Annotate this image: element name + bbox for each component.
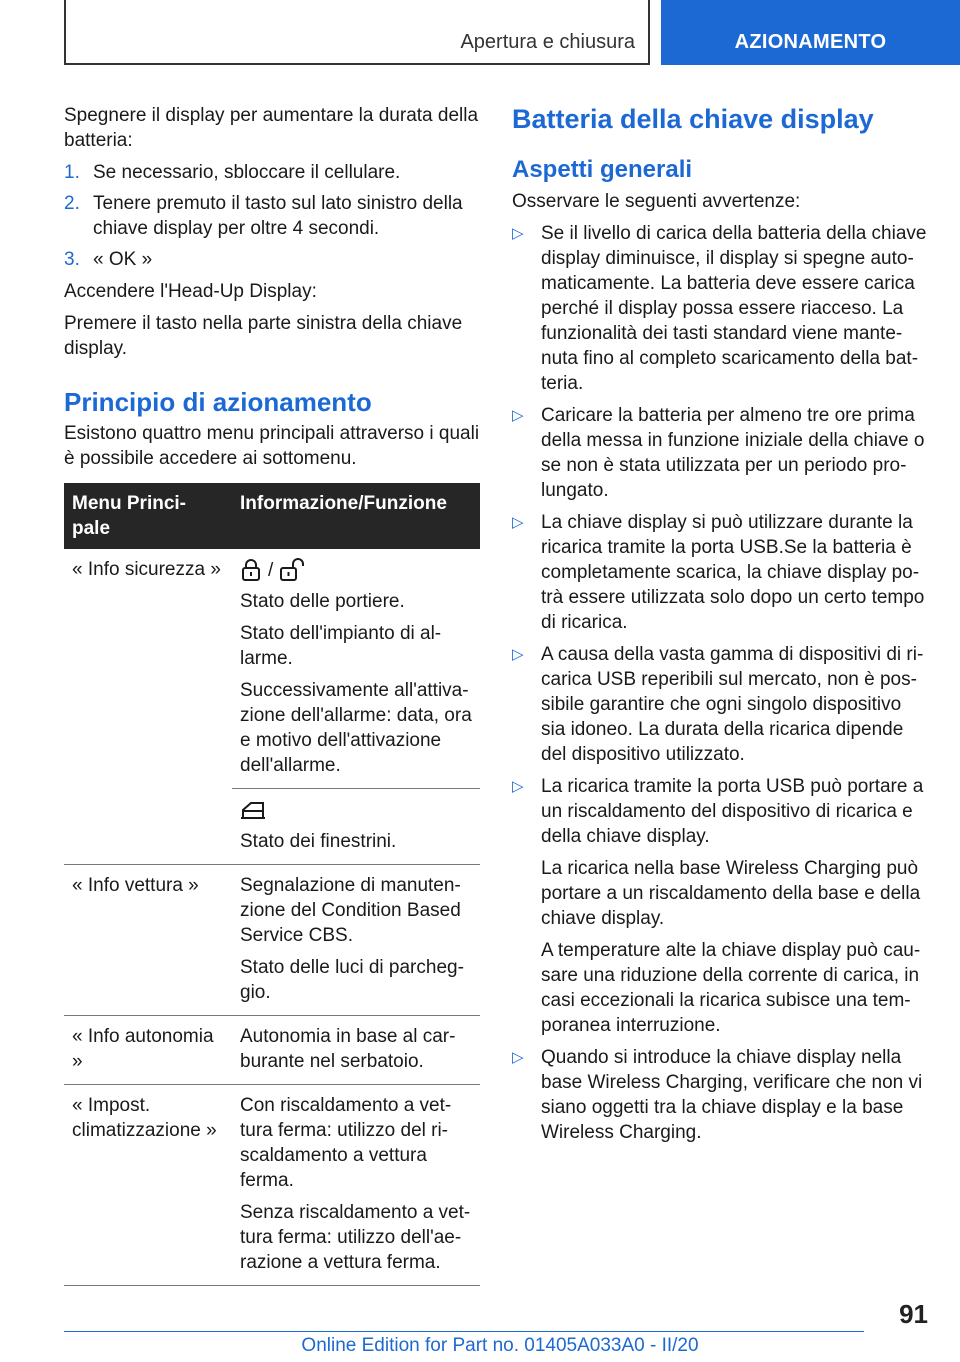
- bullet-text: A causa della vasta gamma di dispositivi di ri-carica USB reperibili sul mercato, non è pos-sibile garantire che ogni singolo dispositivo sia idoneo. La durata della ricarica dipende del dispositivo utilizzato.: [541, 644, 924, 765]
- info-line: Stato delle portiere.: [240, 591, 405, 612]
- triangle-bullet-icon: ▷: [512, 514, 524, 531]
- table-cell-info: [232, 789, 480, 865]
- bullet-subtext: La ricarica nella base Wireless Charging può portare a un riscaldamento della base e della chiave display.: [541, 858, 921, 929]
- footer-rule: [64, 1331, 864, 1332]
- table-cell-info: [232, 1016, 480, 1085]
- triangle-bullet-icon: ▷: [512, 225, 524, 242]
- triangle-bullet-icon: ▷: [512, 778, 524, 795]
- table-header-info: Informazione/Funzione: [232, 483, 480, 549]
- bullet-text: Caricare la batteria per almeno tre ore prima della messa in funzione iniziale della chiave o se non è stata utilizzata per un periodo pro-lungato.: [541, 405, 925, 501]
- subheading-general: Aspetti generali: [512, 156, 693, 183]
- triangle-bullet-icon: ▷: [512, 407, 524, 424]
- step-number: 3.: [64, 249, 80, 270]
- hud-on-instruction: Premere il tasto nella parte sinistra della chiave display.: [64, 313, 463, 359]
- bullet-subtext: A temperature alte la chiave display può cau-sare una riduzione della corrente di carica, in casi eccezionali la ricarica subisce una tem-poranea interruzione.: [541, 940, 921, 1036]
- bullet-text: La ricarica tramite la porta USB può portare a un riscaldamento del dispositivo di ricarica e della chiave display.: [541, 776, 924, 847]
- lock-closed-icon: [240, 558, 262, 582]
- hud-on-text: Accendere l'Head-Up Display:: [64, 281, 317, 302]
- steps-list: [64, 160, 480, 272]
- header-bottom-rule: [64, 63, 650, 65]
- page-number: 91: [899, 1299, 928, 1329]
- icon-separator: /: [268, 559, 274, 581]
- header-left-rule: [64, 0, 66, 64]
- header-chapter-tab[interactable]: AZIONAMENTO: [661, 0, 960, 65]
- icon-row: [240, 557, 472, 583]
- footer-edition: Online Edition for Part no. 01405A033A0 - II/20: [301, 1335, 699, 1356]
- info-line: Autonomia in base al car-burante nel serbatoio.: [240, 1026, 456, 1072]
- car-window-icon: [240, 799, 266, 821]
- list-item: [512, 403, 928, 503]
- warnings-list: [512, 221, 928, 1145]
- step-item: [64, 160, 480, 185]
- table-cell-menu: « Info vettura »: [64, 865, 232, 1016]
- left-column: [64, 103, 480, 1286]
- step-text: Se necessario, sbloccare il cellulare.: [93, 162, 401, 183]
- table-row: [64, 1016, 480, 1085]
- icon-row: [240, 797, 472, 823]
- step-item: [64, 191, 480, 241]
- table-cell-info: [232, 865, 480, 1016]
- table-header-menu: Menu Princi-pale: [64, 483, 232, 549]
- section-heading-principle: Principio di azionamento: [64, 387, 372, 417]
- triangle-bullet-icon: ▷: [512, 1049, 524, 1066]
- table-cell-menu: « Info sicurezza »: [64, 549, 232, 865]
- lock-open-icon: [279, 558, 307, 582]
- table-row: [64, 865, 480, 1016]
- table-cell-menu: « Impost. climatizzazione »: [64, 1085, 232, 1286]
- info-line: Stato dei finestrini.: [240, 831, 397, 852]
- warnings-intro: Osservare le seguenti avvertenze:: [512, 191, 801, 212]
- list-item: [512, 510, 928, 635]
- step-text: « OK »: [93, 249, 153, 270]
- info-line: Stato delle luci di parcheg-gio.: [240, 957, 464, 1003]
- table-row: [64, 549, 480, 789]
- list-item: [512, 1045, 928, 1145]
- table-row: [64, 1085, 480, 1286]
- step-number: 2.: [64, 193, 80, 214]
- bullet-text: Quando si introduce la chiave display nella base Wireless Charging, verificare che non vi siano oggetti tra la chiave display e la base Wireless Charging.: [541, 1047, 923, 1143]
- bullet-text: Se il livello di carica della batteria della chiave display diminuisce, il display si spegne auto-maticamente. La batteria deve essere carica perché il display possa essere riacceso. La funzionalità dei tasti standard viene mante-nuta fino al completo scaricamento della bat-teria.: [541, 223, 927, 394]
- step-number: 1.: [64, 162, 80, 183]
- section-heading-battery: Batteria della chiave display: [512, 104, 874, 134]
- table-cell-info: [232, 1085, 480, 1286]
- list-item: [512, 774, 928, 1038]
- principle-text: Esistono quattro menu principali attraverso i quali è possibile accedere ai sottomenu.: [64, 423, 480, 469]
- table-cell-menu: « Info autonomia »: [64, 1016, 232, 1085]
- list-item: [512, 642, 928, 767]
- table-header-row: [64, 483, 480, 549]
- bullet-text: La chiave display si può utilizzare durante la ricarica tramite la porta USB.Se la batteria è completamente scarica, la chiave display po-trà essere utilizzata solo dopo un certo tempo di ricarica.: [541, 512, 925, 633]
- list-item: [512, 221, 928, 396]
- info-line: Con riscaldamento a vet-tura ferma: utilizzo del ri-scaldamento a vettura ferma.: [240, 1095, 452, 1191]
- header-section-title: Apertura e chiusura: [460, 31, 635, 53]
- step-item: [64, 247, 480, 272]
- intro-text: Spegnere il display per aumentare la durata della batteria:: [64, 105, 479, 151]
- info-line: Stato dell'impianto di al-larme.: [240, 623, 442, 669]
- right-column: [512, 103, 928, 1152]
- step-text: Tenere premuto il tasto sul lato sinistro della chiave display per oltre 4 secondi.: [93, 193, 463, 239]
- info-line: Successivamente all'attiva-zione dell'allarme: data, ora e motivo dell'attivazione dell'allarme.: [240, 680, 472, 776]
- info-line: Senza riscaldamento a vet-tura ferma: utilizzo dell'ae-razione a vettura ferma.: [240, 1202, 471, 1273]
- header-mid-rule: [648, 0, 650, 64]
- triangle-bullet-icon: ▷: [512, 646, 524, 663]
- menu-table: [64, 483, 480, 1286]
- table-cell-info: [232, 549, 480, 789]
- info-line: Segnalazione di manuten-zione del Condition Based Service CBS.: [240, 875, 461, 946]
